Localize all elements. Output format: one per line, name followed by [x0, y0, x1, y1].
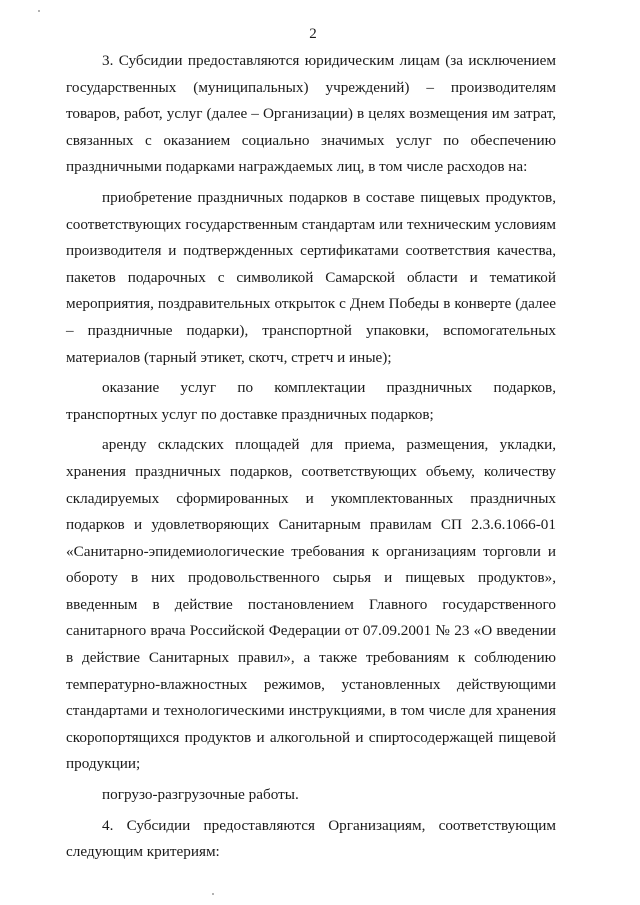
paragraph-subsidies-purpose: 3. Субсидии предоставляются юридическим лицам (за исключением государственных (муниципальных) учреждений) – производителям товаров, работ, услуг (далее – Организации) в целях возмещения им затрат, связанных с оказанием социально значимых услуг по обеспечению праздничными подарками награждаемых лиц, в том числе расходов на: [66, 52, 556, 176]
paragraph-warehouse-rent: аренду складских площадей для приема, размещения, укладки, хранения праздничных подарков, соответствующих объему, количеству складируемых сформированных и укомплектованных праздничных подарков и удовлетворяющих Санитарным правилам СП 2.3.6.1066-01 «Санитарно-эпидемиологические требования к организациям торговли и обороту в них продовольственного сырья и пищевых продуктов», введенным в действие постановлением Главного государственного санитарного врача Российской Федерации от 07.09.2001 № 23 «О введении в действие Санитарных правил», а также требованиям к соблюдению температурно-влажностных режимов, установленных действующими стандартами и технологическими инструкциями, в том числе для хранения скоропортящихся продуктов и алкогольной и спиртосодержащей пищевой продукции; [66, 436, 556, 773]
page-number: 2 [309, 26, 317, 42]
paragraph-packing-services: оказание услуг по комплектации праздничных подарков, транспортных услуг по доставке праздничных подарков; [66, 379, 556, 423]
document-body [66, 48, 556, 866]
scan-speck [38, 10, 40, 12]
scan-speck [212, 893, 214, 895]
paragraph-loading-works: погрузо-разгрузочные работы. [102, 786, 299, 804]
paragraph-gift-purchase: приобретение праздничных подарков в составе пищевых продуктов, соответствующих государственным стандартам или техническим условиям производителя и подтвержденных сертификатами соответствия качества, пакетов подарочных с символикой Самарской области и тематикой мероприятия, поздравительных открыток с Днем Победы в конверте (далее – праздничные подарки), транспортной упаковки, вспомогательных материалов (тарный этикет, скотч, стретч и иные); [66, 188, 556, 366]
paragraph-subsidy-criteria: 4. Субсидии предоставляются Организациям, соответствующим следующим критериям: [66, 816, 556, 861]
